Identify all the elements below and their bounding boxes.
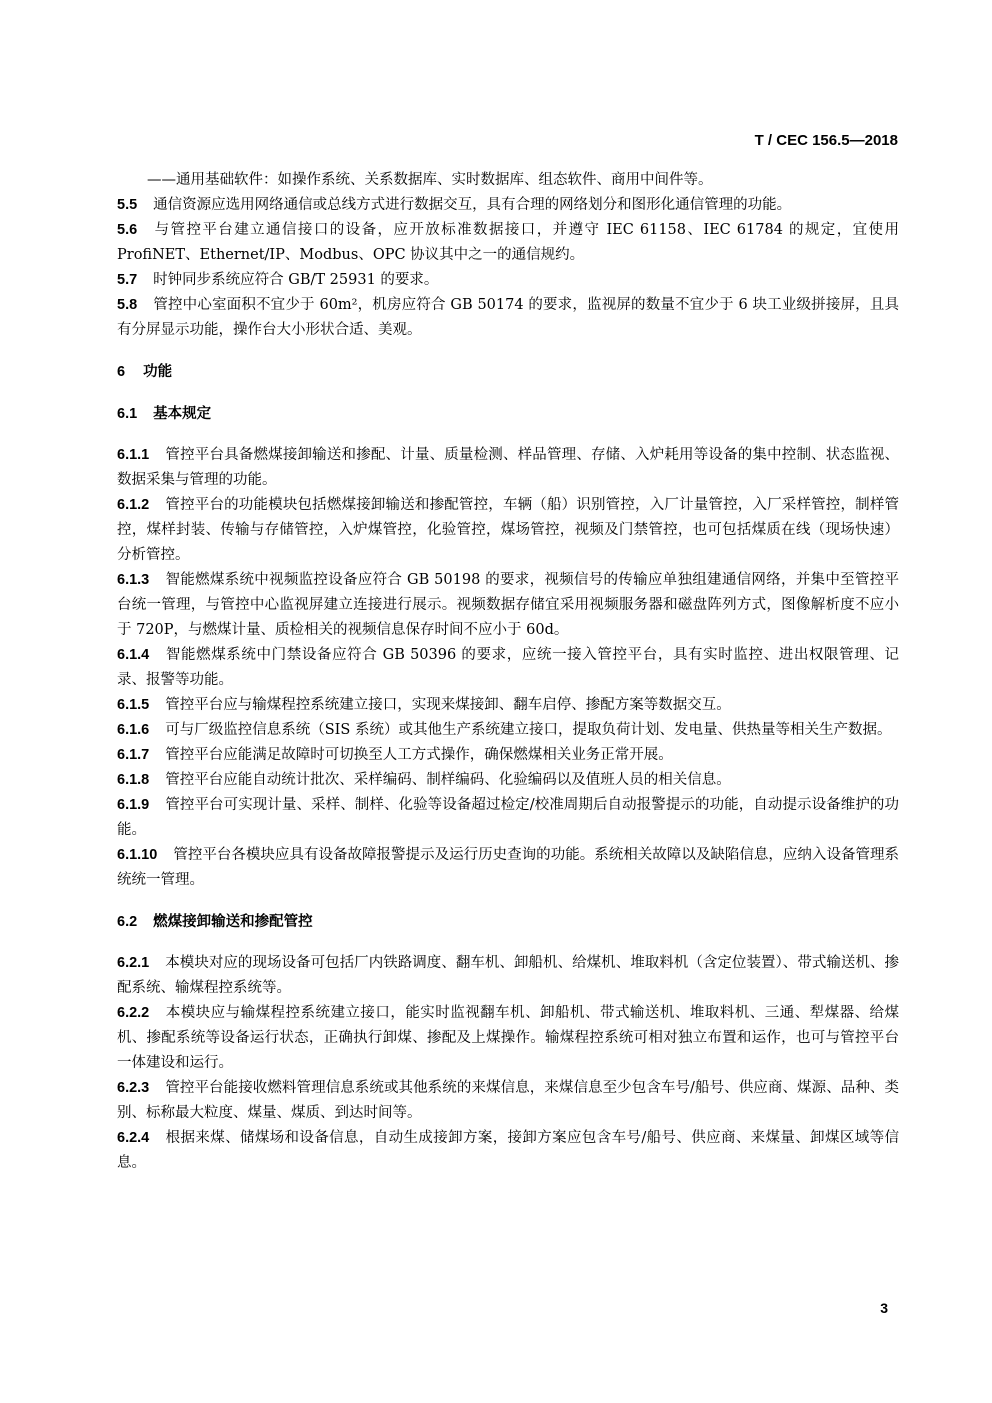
clause-6-2-4: 6.2.4 根据来煤、储煤场和设备信息，自动生成接卸方案，接卸方案应包含车号/船号、供应商、来煤量、卸煤区域等信息。 bbox=[117, 1130, 899, 1171]
clause-6-1-6: 6.1.6 可与厂级监控信息系统（SIS 系统）或其他生产系统建立接口，提取负荷计划、发电量、供热量等相关生产数据。 bbox=[117, 722, 892, 738]
clause-6-2-2: 6.2.2 本模块应与输煤程控系统建立接口，能实时监视翻车机、卸船机、带式输送机、堆取料机、三通、犁煤器、给煤机、掺配系统等设备运行状态，正确执行卸煤、掺配及上煤操作。输煤程控系统可相对独立布置和运作，也可与管控平台一体建设和运行。 bbox=[117, 1005, 899, 1071]
section-6-2-heading: 6.2 燃煤接卸输送和掺配管控 bbox=[117, 913, 313, 930]
clause-6-1-5: 6.1.5 管控平台应与输煤程控系统建立接口，实现来煤接卸、翻车启停、掺配方案等数据交互。 bbox=[117, 697, 731, 713]
clause-6-1-1: 6.1.1 管控平台具备燃煤接卸输送和掺配、计量、质量检测、样品管理、存储、入炉耗用等设备的集中控制、状态监视、数据采集与管理的功能。 bbox=[117, 447, 899, 488]
clause-6-1-10: 6.1.10 管控平台各模块应具有设备故障报警提示及运行历史查询的功能。系统相关故障以及缺陷信息，应纳入设备管理系统统一管理。 bbox=[117, 847, 899, 888]
document-body bbox=[117, 168, 899, 1176]
clause-6-2-1: 6.2.1 本模块对应的现场设备可包括厂内铁路调度、翻车机、卸船机、给煤机、堆取料机（含定位装置）、带式输送机、掺配系统、输煤程控系统等。 bbox=[117, 955, 899, 996]
clause-6-1-9: 6.1.9 管控平台可实现计量、采样、制样、化验等设备超过检定/校准周期后自动报警提示的功能，自动提示设备维护的功能。 bbox=[117, 797, 899, 838]
section-6-heading: 6 功能 bbox=[117, 363, 173, 380]
clause-5-6: 5.6 与管控平台建立通信接口的设备，应开放标准数据接口，并遵守 IEC 61158、IEC 61784 的规定，宜使用 ProfiNET、Ethernet/IP、Modbus、OPC 协议其中之一的通信规约。 bbox=[117, 222, 899, 263]
paragraph-bullet-software: ——通用基础软件：如操作系统、关系数据库、实时数据库、组态软件、商用中间件等。 bbox=[147, 172, 713, 188]
clause-6-1-3: 6.1.3 智能燃煤系统中视频监控设备应符合 GB 50198 的要求，视频信号的传输应单独组建通信网络，并集中至管控平台统一管理，与管控中心监视屏建立连接进行展示。视频数据存储宜采用视频服务器和磁盘阵列方式，图像解析度不应小于 720P，与燃煤计量、质检相关的视频信息保存时间不应小于 60d。 bbox=[117, 572, 899, 638]
document-code-header: T / CEC 156.5—2018 bbox=[754, 132, 898, 149]
clause-5-8: 5.8 管控中心室面积不宜少于 60m²，机房应符合 GB 50174 的要求，监视屏的数量不宜少于 6 块工业级拼接屏，且具有分屏显示功能，操作台大小形状合适、美观。 bbox=[117, 297, 899, 338]
page-number: 3 bbox=[880, 1300, 888, 1316]
clause-5-5: 5.5 通信资源应选用网络通信或总线方式进行数据交互，具有合理的网络划分和图形化通信管理的功能。 bbox=[117, 197, 792, 213]
clause-6-2-3: 6.2.3 管控平台能接收燃料管理信息系统或其他系统的来煤信息，来煤信息至少包含车号/船号、供应商、煤源、品种、类别、标称最大粒度、煤量、煤质、到达时间等。 bbox=[117, 1080, 899, 1121]
clause-5-7: 5.7 时钟同步系统应符合 GB/T 25931 的要求。 bbox=[117, 272, 439, 288]
clause-6-1-4: 6.1.4 智能燃煤系统中门禁设备应符合 GB 50396 的要求，应统一接入管控平台，具有实时监控、进出权限管理、记录、报警等功能。 bbox=[117, 647, 899, 688]
clause-6-1-8: 6.1.8 管控平台应能自动统计批次、采样编码、制样编码、化验编码以及值班人员的相关信息。 bbox=[117, 772, 731, 788]
clause-6-1-2: 6.1.2 管控平台的功能模块包括燃煤接卸输送和掺配管控，车辆（船）识别管控，入厂计量管控，入厂采样管控，制样管控，煤样封装、传输与存储管控，入炉煤管控，化验管控，煤场管控，视频及门禁管控，也可包括煤质在线（现场快速）分析管控。 bbox=[117, 497, 899, 563]
section-6-1-heading: 6.1 基本规定 bbox=[117, 405, 212, 422]
clause-6-1-7: 6.1.7 管控平台应能满足故障时可切换至人工方式操作，确保燃煤相关业务正常开展。 bbox=[117, 747, 673, 763]
